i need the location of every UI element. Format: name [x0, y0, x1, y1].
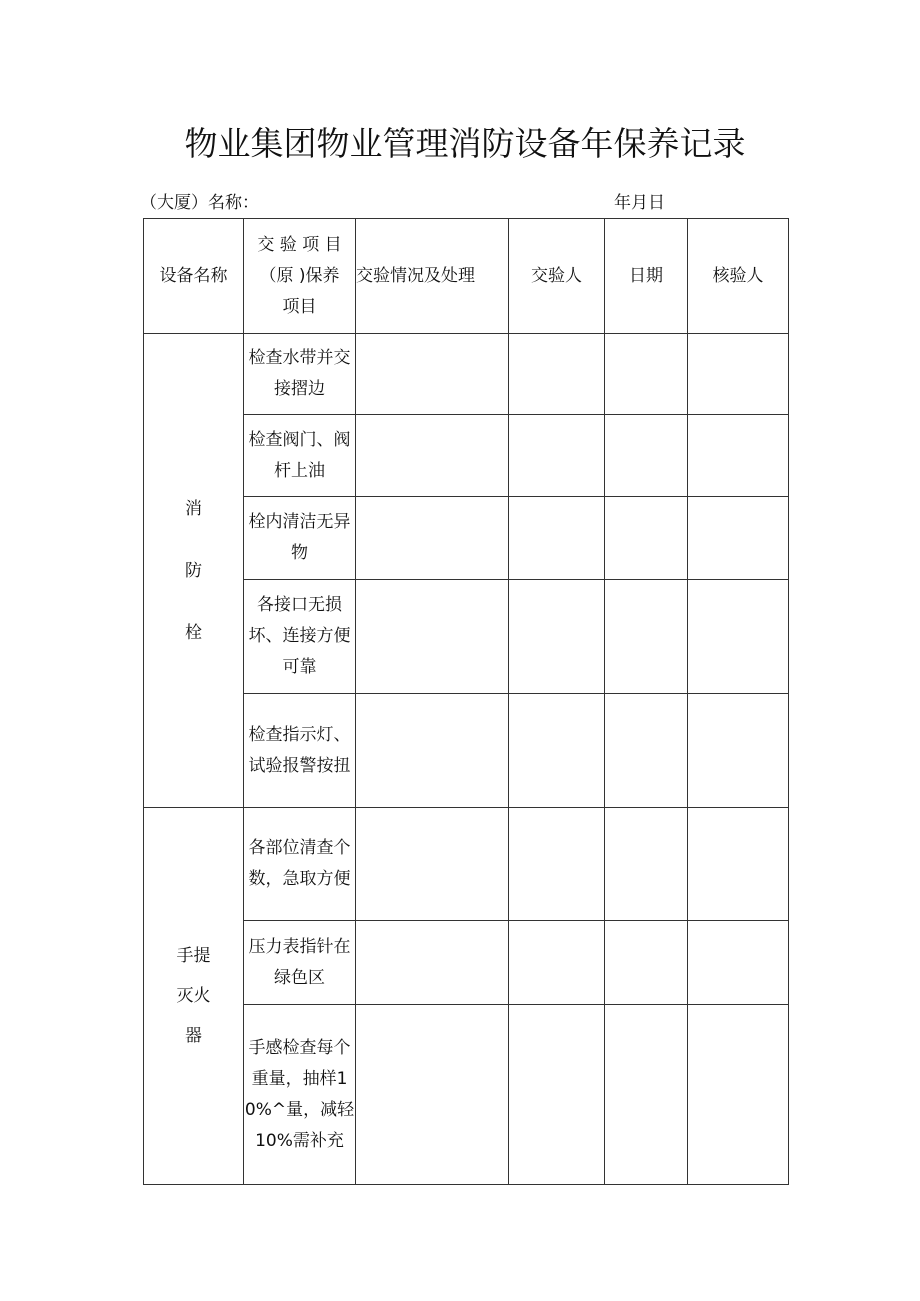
maintenance-item: 栓内清洁无异物 — [244, 497, 356, 580]
handover-cell — [509, 1005, 605, 1185]
maintenance-item: 检查水带并交接摺边 — [244, 334, 356, 415]
verifier-cell — [688, 694, 789, 808]
maintenance-item: 各接口无损坏、连接方便可靠 — [244, 580, 356, 694]
building-name-label: （大厦）名称： — [140, 193, 259, 213]
date-cell — [605, 415, 688, 497]
verifier-cell — [688, 580, 789, 694]
document-title: 物业集团物业管理消防设备年保养记录 — [184, 124, 746, 163]
handover-cell — [509, 808, 605, 921]
table-row — [144, 334, 789, 415]
verifier-cell — [688, 334, 789, 415]
situation-cell — [356, 334, 509, 415]
date-cell — [605, 921, 688, 1005]
date-cell — [605, 497, 688, 580]
header-item-line: （原 )保养 — [259, 265, 340, 286]
handover-cell — [509, 415, 605, 497]
situation-cell — [356, 921, 509, 1005]
maintenance-item: 各部位清查个数，急取方便 — [244, 808, 356, 921]
date-cell — [605, 694, 688, 808]
category-char: 栓 — [185, 622, 202, 643]
situation-cell — [356, 808, 509, 921]
header-situation: 交验情况及处理 — [356, 219, 509, 334]
situation-cell — [356, 694, 509, 808]
category-fire-hydrant — [144, 334, 244, 808]
situation-cell — [356, 580, 509, 694]
date-cell — [605, 1005, 688, 1185]
verifier-cell — [688, 415, 789, 497]
header-item-line: 项目 — [282, 296, 317, 317]
category-char: 灭火 — [176, 986, 211, 1006]
handover-cell — [509, 497, 605, 580]
verifier-cell — [688, 1005, 789, 1185]
maintenance-item: 手感检查每个重量，抽样10%^量，减轻10%需补充 — [244, 1005, 356, 1185]
situation-cell — [356, 415, 509, 497]
verifier-cell — [688, 808, 789, 921]
verifier-cell — [688, 497, 789, 580]
header-maintenance-item — [244, 219, 356, 334]
situation-cell — [356, 1005, 509, 1185]
handover-cell — [509, 580, 605, 694]
maintenance-item: 压力表指针在绿色区 — [244, 921, 356, 1005]
category-char: 器 — [185, 1026, 202, 1046]
maintenance-record-table — [143, 218, 789, 1185]
handover-cell — [509, 921, 605, 1005]
date-label: 年月日 — [614, 193, 665, 213]
category-char: 防 — [185, 560, 202, 581]
table-row — [144, 808, 789, 921]
category-char: 消 — [185, 498, 202, 519]
header-verifier: 核验人 — [688, 219, 789, 334]
category-char: 手提 — [176, 946, 211, 966]
date-cell — [605, 808, 688, 921]
maintenance-item: 检查阀门、阀杆上油 — [244, 415, 356, 497]
date-cell — [605, 580, 688, 694]
verifier-cell — [688, 921, 789, 1005]
header-item-line: 交 验 项 目 — [257, 234, 342, 255]
header-device-name: 设备名称 — [144, 219, 244, 334]
table-header-row — [144, 219, 789, 334]
situation-cell — [356, 497, 509, 580]
date-cell — [605, 334, 688, 415]
handover-cell — [509, 694, 605, 808]
header-date: 日期 — [605, 219, 688, 334]
category-portable-extinguisher — [144, 808, 244, 1185]
handover-cell — [509, 334, 605, 415]
maintenance-item: 检查指示灯、试验报警按扭 — [244, 694, 356, 808]
header-handover-person: 交验人 — [509, 219, 605, 334]
